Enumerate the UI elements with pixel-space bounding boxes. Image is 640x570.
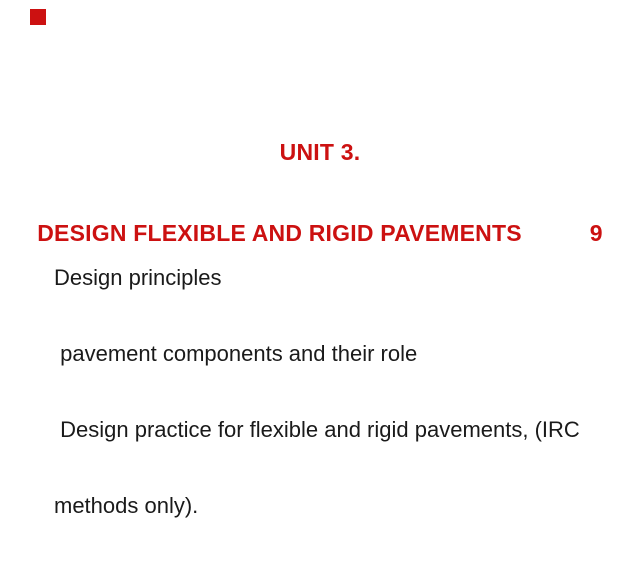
red-square-decoration <box>30 9 46 25</box>
body-line-1: Design principles <box>54 264 222 290</box>
page-number: 9 <box>589 220 603 246</box>
body-line-3: Design practice for flexible and rigid pavements, (IRC <box>54 417 580 443</box>
slide-body-text <box>54 214 580 570</box>
body-line-2: pavement components and their role <box>54 341 418 367</box>
title-line-1: UNIT 3. <box>279 139 361 165</box>
title-line-2-text: DESIGN FLEXIBLE AND RIGID PAVEMENTS <box>37 220 522 246</box>
body-line-4: methods only). <box>54 493 199 519</box>
